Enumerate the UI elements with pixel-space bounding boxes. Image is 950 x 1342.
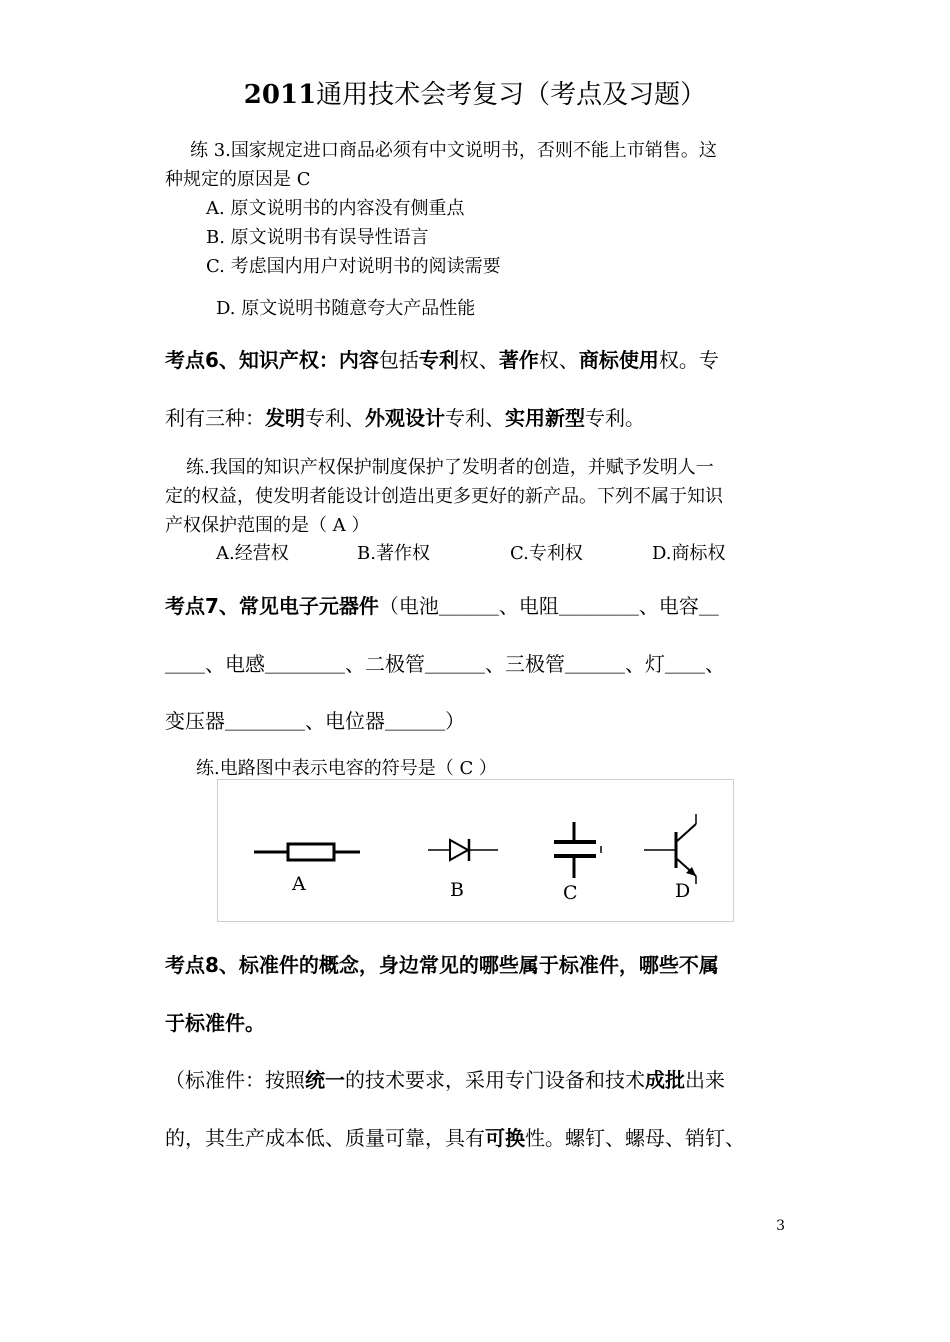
kd7-line-3: 变压器＿＿＿＿、电位器＿＿＿）	[165, 709, 465, 733]
ip-option-d: D.商标权	[652, 543, 726, 564]
option-a: A. 原文说明书的内容没有侧重点	[206, 198, 465, 219]
option-b: B. 原文说明书有误导性语言	[206, 227, 429, 248]
capacitor-symbol	[554, 822, 601, 878]
ip-question-line-3: 产权保护范围的是（ A ）	[165, 515, 370, 536]
symbol-label-a: A	[292, 873, 306, 895]
page-number: 3	[776, 1218, 785, 1234]
ip-option-c: C.专利权	[510, 543, 583, 564]
diode-symbol	[428, 839, 498, 861]
resistor-symbol	[254, 844, 360, 860]
symbol-label-b: B	[450, 879, 464, 901]
kd6-line-2: 利有三种：发明专利、外观设计专利、实用新型专利。	[165, 406, 645, 430]
circuit-symbols-figure	[217, 779, 734, 922]
kd8-paragraph-line-2: 的，其生产成本低、质量可靠，具有可换性。螺钉、螺母、销钉、	[165, 1126, 745, 1150]
kd8-line-1: 考点8、标准件的概念，身边常见的哪些属于标准件，哪些不属	[165, 953, 719, 977]
page-title: 2011通用技术会考复习（考点及习题）	[243, 80, 707, 110]
question-3-line-1: 练 3.国家规定进口商品必须有中文说明书，否则不能上市销售。这	[190, 140, 717, 161]
circuit-symbols-svg	[218, 780, 733, 921]
symbol-label-c: C	[563, 882, 578, 904]
kd6-line-1: 考点6、知识产权：内容包括专利权、著作权、商标使用权。专	[165, 348, 719, 372]
ip-option-a: A.经营权	[216, 543, 289, 564]
symbol-label-d: D	[675, 880, 691, 902]
ip-question-line-2: 定的权益，使发明者能设计创造出更多更好的新产品。下列不属于知识	[165, 486, 723, 507]
ip-question-line-1: 练.我国的知识产权保护制度保护了发明者的创造，并赋予发明人一	[186, 457, 714, 478]
kd7-line-2: ＿＿、电感＿＿＿＿、二极管＿＿＿、三极管＿＿＿、灯＿＿、	[165, 652, 725, 676]
option-d: D. 原文说明书随意夸大产品性能	[216, 298, 476, 319]
kd8-paragraph-line-1: （标准件：按照统一的技术要求，采用专门设备和技术成批出来	[165, 1068, 725, 1092]
ip-option-b: B.著作权	[357, 543, 430, 564]
question-3-line-2: 种规定的原因是 C	[165, 169, 311, 190]
option-c: C. 考虑国内用户对说明书的阅读需要	[206, 256, 501, 277]
kd8-line-2: 于标准件。	[165, 1011, 265, 1035]
kd7-line-1: 考点7、常见电子元器件（电池＿＿＿、电阻＿＿＿＿、电容＿	[165, 594, 719, 618]
transistor-symbol	[644, 814, 696, 884]
capacitor-question: 练.电路图中表示电容的符号是（ C ）	[196, 758, 497, 779]
